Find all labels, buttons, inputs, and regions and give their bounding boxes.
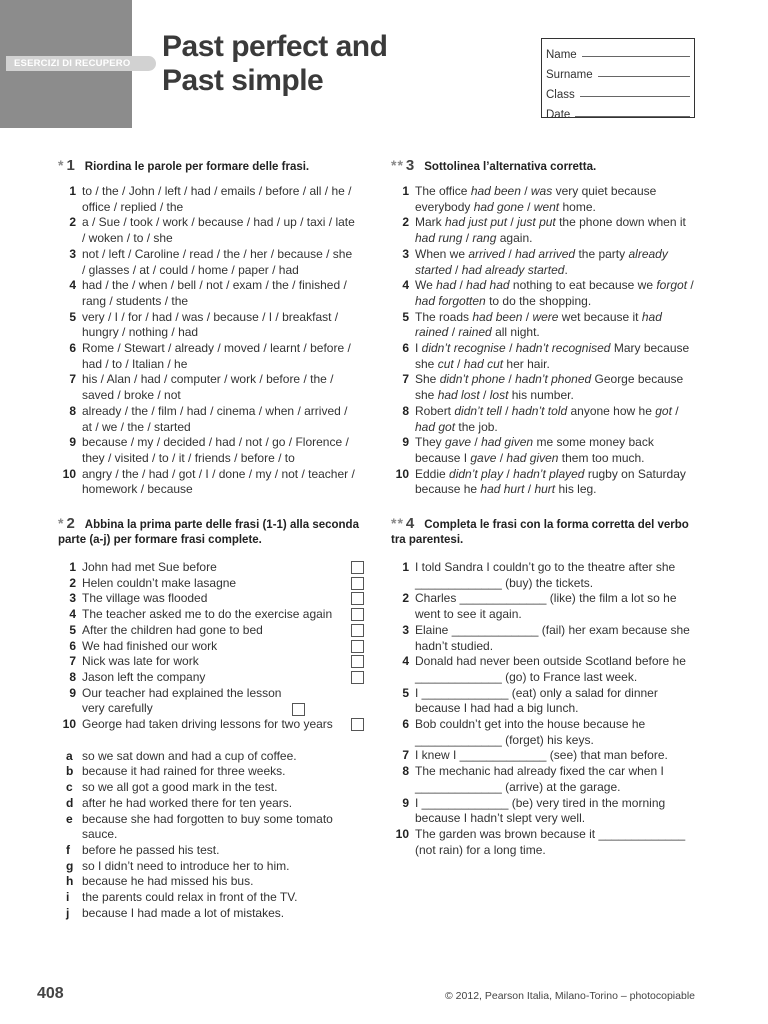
list-item bbox=[391, 796, 697, 827]
list-item bbox=[58, 560, 364, 576]
text-segment: / bbox=[671, 403, 679, 418]
alternative-option[interactable]: rained bbox=[458, 325, 492, 340]
item-number: 10 bbox=[62, 466, 76, 481]
section-tag: ESERCIZI DI RECUPERO bbox=[6, 56, 156, 71]
exercise-2-endings bbox=[58, 749, 364, 922]
item-number: 5 bbox=[402, 309, 409, 324]
item-text: so we all got a good mark in the test. bbox=[82, 780, 278, 795]
list-item bbox=[58, 404, 358, 435]
item-number: 4 bbox=[69, 278, 76, 293]
item-number: 6 bbox=[402, 341, 409, 356]
text-segment: / bbox=[501, 403, 512, 418]
item-text: his / Alan / had / computer / work / before / the / saved / broke / not bbox=[82, 372, 334, 403]
list-item bbox=[58, 435, 358, 466]
text-segment: / bbox=[507, 215, 518, 230]
item-text bbox=[415, 372, 697, 403]
copyright: © 2012, Pearson Italia, Milano-Torino – photocopiable bbox=[445, 990, 695, 1002]
answer-box[interactable] bbox=[351, 624, 364, 637]
item-number: 3 bbox=[402, 622, 409, 637]
item-text: Our teacher had explained the lesson very carefully bbox=[82, 685, 282, 716]
list-item bbox=[391, 372, 697, 403]
text-segment: again. bbox=[496, 231, 533, 246]
item-text: to / the / John / left / had / emails / before / all / he / office / replied / the bbox=[82, 184, 352, 214]
list-item bbox=[58, 623, 364, 639]
page-number: 408 bbox=[37, 985, 64, 1002]
list-item bbox=[58, 184, 358, 215]
text-segment: home. bbox=[559, 199, 596, 214]
list-item bbox=[58, 874, 364, 890]
item-number: 10 bbox=[395, 826, 409, 841]
alternative-option[interactable]: hurt bbox=[534, 482, 556, 497]
text-segment: all night. bbox=[491, 325, 540, 340]
item-letter: f bbox=[66, 842, 70, 857]
text-segment: Mark bbox=[415, 215, 445, 230]
alternative-option[interactable]: didn’t recognise bbox=[421, 341, 506, 356]
list-item bbox=[58, 372, 358, 403]
alternative-option[interactable]: hadn’t phoned bbox=[515, 372, 592, 387]
text-segment: / bbox=[479, 388, 490, 403]
alternative-option[interactable]: just put bbox=[517, 215, 556, 230]
list-item bbox=[58, 764, 364, 780]
alternative-option[interactable]: had just put bbox=[445, 215, 508, 230]
item-number: 8 bbox=[402, 403, 409, 418]
difficulty-stars: ** bbox=[391, 157, 404, 173]
item-text: Helen couldn’t make lasagne bbox=[82, 575, 237, 590]
list-item bbox=[391, 748, 697, 764]
alternative-option[interactable]: had had bbox=[466, 278, 510, 293]
text-segment: very quiet because everybody bbox=[415, 184, 657, 214]
list-item bbox=[58, 890, 364, 906]
class-label: Class bbox=[546, 89, 575, 101]
text-segment: / bbox=[505, 341, 516, 356]
item-number: 6 bbox=[69, 638, 76, 653]
item-number: 6 bbox=[402, 717, 409, 732]
list-item bbox=[391, 467, 697, 498]
alternative-option[interactable]: hadn’t told bbox=[511, 403, 568, 418]
alternative-option[interactable]: didn’t phone bbox=[439, 372, 506, 387]
text-segment: / bbox=[520, 184, 531, 198]
difficulty-stars: ** bbox=[391, 515, 404, 531]
item-letter: g bbox=[66, 858, 74, 873]
alternative-option[interactable]: hadn’t played bbox=[513, 466, 585, 481]
item-number: 2 bbox=[69, 215, 76, 230]
exercise-3-items bbox=[391, 184, 697, 498]
item-text: I _____________ (be) very tired in the morning because I hadn’t slept very well. bbox=[415, 795, 666, 826]
item-text: because / my / decided / had / not / go / Florence / they / visited / to / it / friends / before / to bbox=[82, 435, 349, 465]
item-text: Charles _____________ (like) the film a lot so he went to see it again. bbox=[415, 591, 677, 622]
text-segment: / bbox=[523, 199, 534, 214]
list-item bbox=[58, 654, 364, 670]
text-segment: / bbox=[524, 482, 535, 497]
item-text: Bob couldn’t get into the house because he _____________ (forget) his keys. bbox=[415, 717, 646, 747]
item-letter: h bbox=[66, 874, 74, 889]
list-item bbox=[391, 623, 697, 654]
date-line[interactable] bbox=[575, 116, 690, 117]
exercise-4 bbox=[391, 516, 697, 858]
alternative-option[interactable]: had given bbox=[481, 435, 534, 450]
item-text: The mechanic had already fixed the car when I _____________ (arrive) at the garage. bbox=[415, 764, 664, 794]
exercise-1 bbox=[58, 158, 358, 498]
list-item bbox=[391, 310, 697, 341]
item-text: not / left / Caroline / read / the / her / because / she / glasses / at / could / home / paper / had bbox=[82, 246, 353, 277]
alternative-option[interactable]: went bbox=[533, 199, 560, 214]
list-item bbox=[391, 827, 697, 858]
list-item bbox=[58, 670, 364, 686]
item-number: 7 bbox=[402, 372, 409, 387]
item-text: The garden was brown because it _____________ (not rain) for a long time. bbox=[415, 826, 686, 857]
text-segment: I bbox=[415, 341, 422, 356]
item-text: so we sat down and had a cup of coffee. bbox=[82, 748, 297, 763]
student-info-box bbox=[541, 38, 695, 121]
list-item bbox=[391, 717, 697, 748]
exercise-2 bbox=[58, 516, 364, 921]
item-letter: a bbox=[66, 748, 73, 763]
answer-box[interactable] bbox=[351, 655, 364, 668]
item-text: I told Sandra I couldn’t go to the theatre after she _____________ (buy) the tickets. bbox=[415, 560, 676, 590]
date-label: Date bbox=[546, 109, 571, 121]
item-text: The village was flooded bbox=[82, 591, 208, 606]
title-line-2: Past simple bbox=[162, 64, 324, 97]
alternative-option[interactable]: had rained bbox=[415, 309, 662, 340]
item-number: 1 bbox=[402, 560, 409, 574]
answer-box[interactable] bbox=[351, 640, 364, 653]
item-text bbox=[415, 184, 697, 215]
item-number: 2 bbox=[69, 575, 76, 590]
alternative-option[interactable]: were bbox=[532, 309, 559, 324]
list-item bbox=[58, 639, 364, 655]
exercise-2-heading bbox=[58, 516, 364, 533]
item-text: angry / the / had / got / I / done / my / not / teacher / homework / because bbox=[82, 466, 355, 497]
item-text: After the children had gone to bed bbox=[82, 622, 263, 637]
class-row bbox=[546, 81, 690, 101]
alternative-option[interactable]: gave bbox=[470, 450, 497, 465]
item-number: 10 bbox=[62, 717, 76, 732]
item-text: had / the / when / bell / not / exam / the / finished / rang / students / the bbox=[82, 278, 347, 308]
alternative-option[interactable]: had forgotten bbox=[415, 293, 486, 308]
text-segment: / bbox=[505, 246, 516, 261]
list-item bbox=[391, 560, 697, 591]
item-text bbox=[415, 435, 697, 466]
item-number: 3 bbox=[402, 246, 409, 261]
text-segment: wet because it bbox=[558, 309, 642, 324]
answer-box[interactable] bbox=[351, 671, 364, 684]
name-row bbox=[546, 41, 690, 61]
item-number: 9 bbox=[402, 435, 409, 450]
text-segment: / bbox=[462, 231, 473, 246]
text-segment: / bbox=[471, 435, 482, 450]
alternative-option[interactable]: had rung bbox=[415, 231, 463, 246]
list-item bbox=[58, 796, 364, 812]
alternative-option[interactable]: had got bbox=[415, 419, 456, 434]
item-text: already / the / film / had / cinema / when / arrived / at / we / the / started bbox=[82, 403, 348, 434]
item-letter: e bbox=[66, 811, 73, 826]
item-text: so I didn’t need to introduce her to him. bbox=[82, 858, 290, 873]
surname-line[interactable] bbox=[598, 76, 690, 77]
item-text bbox=[415, 215, 697, 246]
item-number: 6 bbox=[69, 341, 76, 356]
alternative-option[interactable]: had gone bbox=[473, 199, 524, 214]
alternative-option[interactable]: rang bbox=[472, 231, 497, 246]
item-number: 9 bbox=[402, 795, 409, 810]
name-line[interactable] bbox=[582, 56, 690, 57]
text-segment: nothing to eat because we bbox=[509, 278, 657, 293]
item-text: Elaine _____________ (fail) her exam because she hadn’t studied. bbox=[415, 622, 690, 653]
item-number: 8 bbox=[69, 669, 76, 684]
item-number: 3 bbox=[69, 591, 76, 606]
item-number: 3 bbox=[69, 246, 76, 261]
list-item bbox=[58, 686, 364, 717]
text-segment: his leg. bbox=[555, 482, 597, 497]
alternative-option[interactable]: didn’t play bbox=[449, 466, 504, 481]
item-number: 10 bbox=[395, 466, 409, 481]
name-label: Name bbox=[546, 49, 577, 61]
list-item bbox=[58, 341, 358, 372]
exercise-instruction-cont: tra parentesi. bbox=[391, 534, 464, 546]
item-number: 1 bbox=[402, 184, 409, 198]
item-number: 4 bbox=[69, 607, 76, 622]
list-item bbox=[391, 341, 697, 372]
exercise-instruction: Riordina le parole per formare delle frasi. bbox=[84, 161, 310, 173]
text-segment: to do the shopping. bbox=[485, 293, 592, 308]
alternative-option[interactable]: didn’t tell bbox=[454, 403, 502, 418]
list-item bbox=[58, 717, 364, 733]
surname-label: Surname bbox=[546, 69, 593, 81]
text-segment: / bbox=[505, 372, 516, 387]
exercise-instruction: Abbina la prima parte delle frasi (1-1) alla seconda bbox=[84, 519, 359, 531]
item-number: 5 bbox=[69, 309, 76, 324]
difficulty-stars: * bbox=[58, 515, 65, 531]
list-item bbox=[58, 607, 364, 623]
text-segment: Mary because she bbox=[415, 341, 690, 371]
text-segment: her hair. bbox=[503, 356, 550, 371]
item-text: George had taken driving lessons for two years bbox=[82, 717, 333, 732]
item-text: because I had made a lot of mistakes. bbox=[82, 905, 285, 920]
text-segment: anyone how he bbox=[567, 403, 656, 418]
list-item bbox=[58, 467, 358, 498]
item-letter: j bbox=[66, 905, 70, 920]
list-item bbox=[58, 278, 358, 309]
item-text: before he passed his test. bbox=[82, 842, 220, 857]
item-text bbox=[415, 310, 697, 341]
alternative-option[interactable]: had arrived bbox=[515, 246, 576, 261]
exercise-instruction-cont: parte (a-j) per formare frasi complete. bbox=[58, 534, 262, 546]
item-text: Rome / Stewart / already / moved / learnt / before / had / to / Italian / he bbox=[82, 341, 351, 371]
exercise-2-items bbox=[58, 560, 364, 733]
item-text: The teacher asked me to do the exercise again bbox=[82, 607, 333, 622]
exercise-number: 1 bbox=[66, 157, 75, 174]
text-segment: When we bbox=[415, 246, 469, 261]
alternative-option[interactable]: had bbox=[436, 278, 457, 293]
exercise-4-items bbox=[391, 560, 697, 858]
exercise-number: 3 bbox=[405, 157, 415, 174]
list-item bbox=[58, 310, 358, 341]
item-number: 1 bbox=[69, 560, 76, 574]
text-segment: / bbox=[503, 466, 514, 481]
item-number: 1 bbox=[69, 184, 76, 198]
alternative-option[interactable]: hadn’t recognised bbox=[515, 341, 611, 356]
item-text: Nick was late for work bbox=[82, 654, 199, 669]
list-item bbox=[391, 184, 697, 215]
exercise-instruction: Sottolinea l’alternativa corretta. bbox=[424, 161, 597, 173]
item-text bbox=[415, 278, 697, 309]
item-text bbox=[415, 341, 697, 372]
class-line[interactable] bbox=[580, 96, 690, 97]
list-item bbox=[391, 435, 697, 466]
alternative-option[interactable]: had given bbox=[506, 450, 559, 465]
text-segment: / bbox=[522, 309, 533, 324]
alternative-option[interactable]: lost bbox=[489, 388, 509, 403]
answer-box[interactable] bbox=[351, 592, 364, 605]
item-text: because he had missed his bus. bbox=[82, 874, 254, 889]
list-item bbox=[58, 843, 364, 859]
exercise-1-items bbox=[58, 184, 358, 498]
text-segment: / bbox=[451, 262, 462, 277]
alternative-option[interactable]: had been bbox=[470, 184, 521, 198]
item-text: very / I / for / had / was / because / I / breakfast / hungry / nothing / had bbox=[82, 309, 339, 340]
text-segment: They bbox=[415, 435, 446, 450]
list-item bbox=[391, 654, 697, 685]
text-segment: The roads bbox=[415, 309, 473, 324]
list-item bbox=[391, 247, 697, 278]
answer-box[interactable] bbox=[351, 718, 364, 731]
item-letter: c bbox=[66, 780, 73, 795]
surname-row bbox=[546, 61, 690, 81]
list-item bbox=[58, 859, 364, 875]
text-segment: / bbox=[453, 356, 464, 371]
text-segment: She bbox=[415, 372, 440, 387]
item-text bbox=[415, 247, 697, 278]
answer-box[interactable] bbox=[351, 577, 364, 590]
list-item bbox=[58, 749, 364, 765]
item-text: John had met Sue before bbox=[82, 560, 217, 574]
list-item bbox=[391, 764, 697, 795]
alternative-option[interactable]: already started bbox=[415, 246, 668, 277]
text-segment: Robert bbox=[415, 403, 455, 418]
item-text bbox=[415, 404, 697, 435]
exercise-3-heading bbox=[391, 158, 697, 175]
item-number: 9 bbox=[69, 685, 76, 700]
exercise-1-heading bbox=[58, 158, 358, 175]
list-item bbox=[391, 591, 697, 622]
date-row bbox=[546, 101, 690, 121]
text-segment: . bbox=[564, 262, 568, 277]
text-segment: Eddie bbox=[415, 466, 450, 481]
list-item bbox=[58, 906, 364, 922]
item-number: 7 bbox=[69, 654, 76, 669]
text-segment: / bbox=[496, 450, 507, 465]
list-item bbox=[58, 780, 364, 796]
item-number: 5 bbox=[69, 622, 76, 637]
answer-box[interactable] bbox=[292, 703, 305, 716]
item-letter: d bbox=[66, 795, 74, 810]
exercise-instruction: Completa le frasi con la forma corretta del verbo bbox=[424, 519, 689, 531]
exercise-number: 4 bbox=[405, 515, 415, 532]
title-line-1: Past perfect and bbox=[162, 30, 388, 63]
item-text: I knew I _____________ (see) that man before. bbox=[415, 748, 668, 763]
alternative-option[interactable]: arrived bbox=[468, 246, 506, 261]
list-item bbox=[391, 404, 697, 435]
item-number: 4 bbox=[402, 278, 409, 293]
text-segment: George because she bbox=[415, 372, 684, 403]
difficulty-stars: * bbox=[58, 157, 65, 173]
text-segment: his number. bbox=[508, 388, 574, 403]
alternative-option[interactable]: had lost bbox=[437, 388, 480, 403]
item-number: 2 bbox=[402, 215, 409, 230]
item-letter: i bbox=[66, 890, 70, 905]
list-item bbox=[391, 215, 697, 246]
exercise-3 bbox=[391, 158, 697, 498]
item-text: a / Sue / took / work / because / had / up / taxi / late / woken / to / she bbox=[82, 215, 355, 246]
item-text: the parents could relax in front of the TV. bbox=[82, 890, 298, 905]
exercise-4-heading bbox=[391, 516, 697, 533]
item-text: Donald had never been outside Scotland before he _____________ (go) to France last week. bbox=[415, 654, 686, 684]
item-number: 9 bbox=[69, 435, 76, 450]
item-text: after he had worked there for ten years. bbox=[82, 795, 293, 810]
text-segment: / bbox=[456, 278, 467, 293]
alternative-option[interactable]: was bbox=[530, 184, 553, 198]
text-segment: me some money back because I bbox=[415, 435, 654, 465]
item-text bbox=[415, 467, 697, 498]
text-segment: / bbox=[448, 325, 459, 340]
alternative-option[interactable]: had been bbox=[472, 309, 523, 324]
list-item bbox=[58, 591, 364, 607]
list-item bbox=[391, 686, 697, 717]
text-segment: We bbox=[415, 278, 437, 293]
item-text: We had finished our work bbox=[82, 638, 218, 653]
list-item bbox=[58, 247, 358, 278]
text-segment: The office bbox=[415, 184, 471, 198]
text-segment: / bbox=[687, 278, 694, 293]
answer-box[interactable] bbox=[351, 561, 364, 574]
alternative-option[interactable]: got bbox=[655, 403, 672, 418]
item-number: 5 bbox=[402, 685, 409, 700]
item-number: 7 bbox=[402, 748, 409, 763]
item-text: because it had rained for three weeks. bbox=[82, 764, 286, 779]
item-text: I _____________ (eat) only a salad for dinner because I had had a big lunch. bbox=[415, 685, 658, 716]
alternative-option[interactable]: forgot bbox=[656, 278, 688, 293]
text-segment: the party bbox=[575, 246, 629, 261]
alternative-option[interactable]: had already started bbox=[461, 262, 565, 277]
text-segment: the job. bbox=[455, 419, 498, 434]
text-segment: them too much. bbox=[558, 450, 645, 465]
item-number: 8 bbox=[402, 764, 409, 779]
list-item bbox=[58, 812, 364, 843]
item-number: 2 bbox=[402, 591, 409, 606]
list-item bbox=[58, 215, 358, 246]
page-title bbox=[162, 30, 387, 98]
text-segment: rugby on Saturday because he bbox=[415, 466, 686, 497]
item-letter: b bbox=[66, 764, 74, 779]
alternative-option[interactable]: cut bbox=[437, 356, 454, 371]
list-item bbox=[391, 278, 697, 309]
alternative-option[interactable]: gave bbox=[445, 435, 472, 450]
item-number: 4 bbox=[402, 654, 409, 669]
answer-box[interactable] bbox=[351, 608, 364, 621]
item-text: Jason left the company bbox=[82, 669, 206, 684]
alternative-option[interactable]: had cut bbox=[463, 356, 504, 371]
item-number: 8 bbox=[69, 403, 76, 418]
list-item bbox=[58, 576, 364, 592]
exercise-number: 2 bbox=[66, 515, 75, 532]
item-number: 7 bbox=[69, 372, 76, 387]
text-segment: the phone down when it bbox=[555, 215, 686, 230]
item-text: because she had forgotten to buy some tomato sauce. bbox=[82, 811, 333, 842]
alternative-option[interactable]: had hurt bbox=[480, 482, 525, 497]
